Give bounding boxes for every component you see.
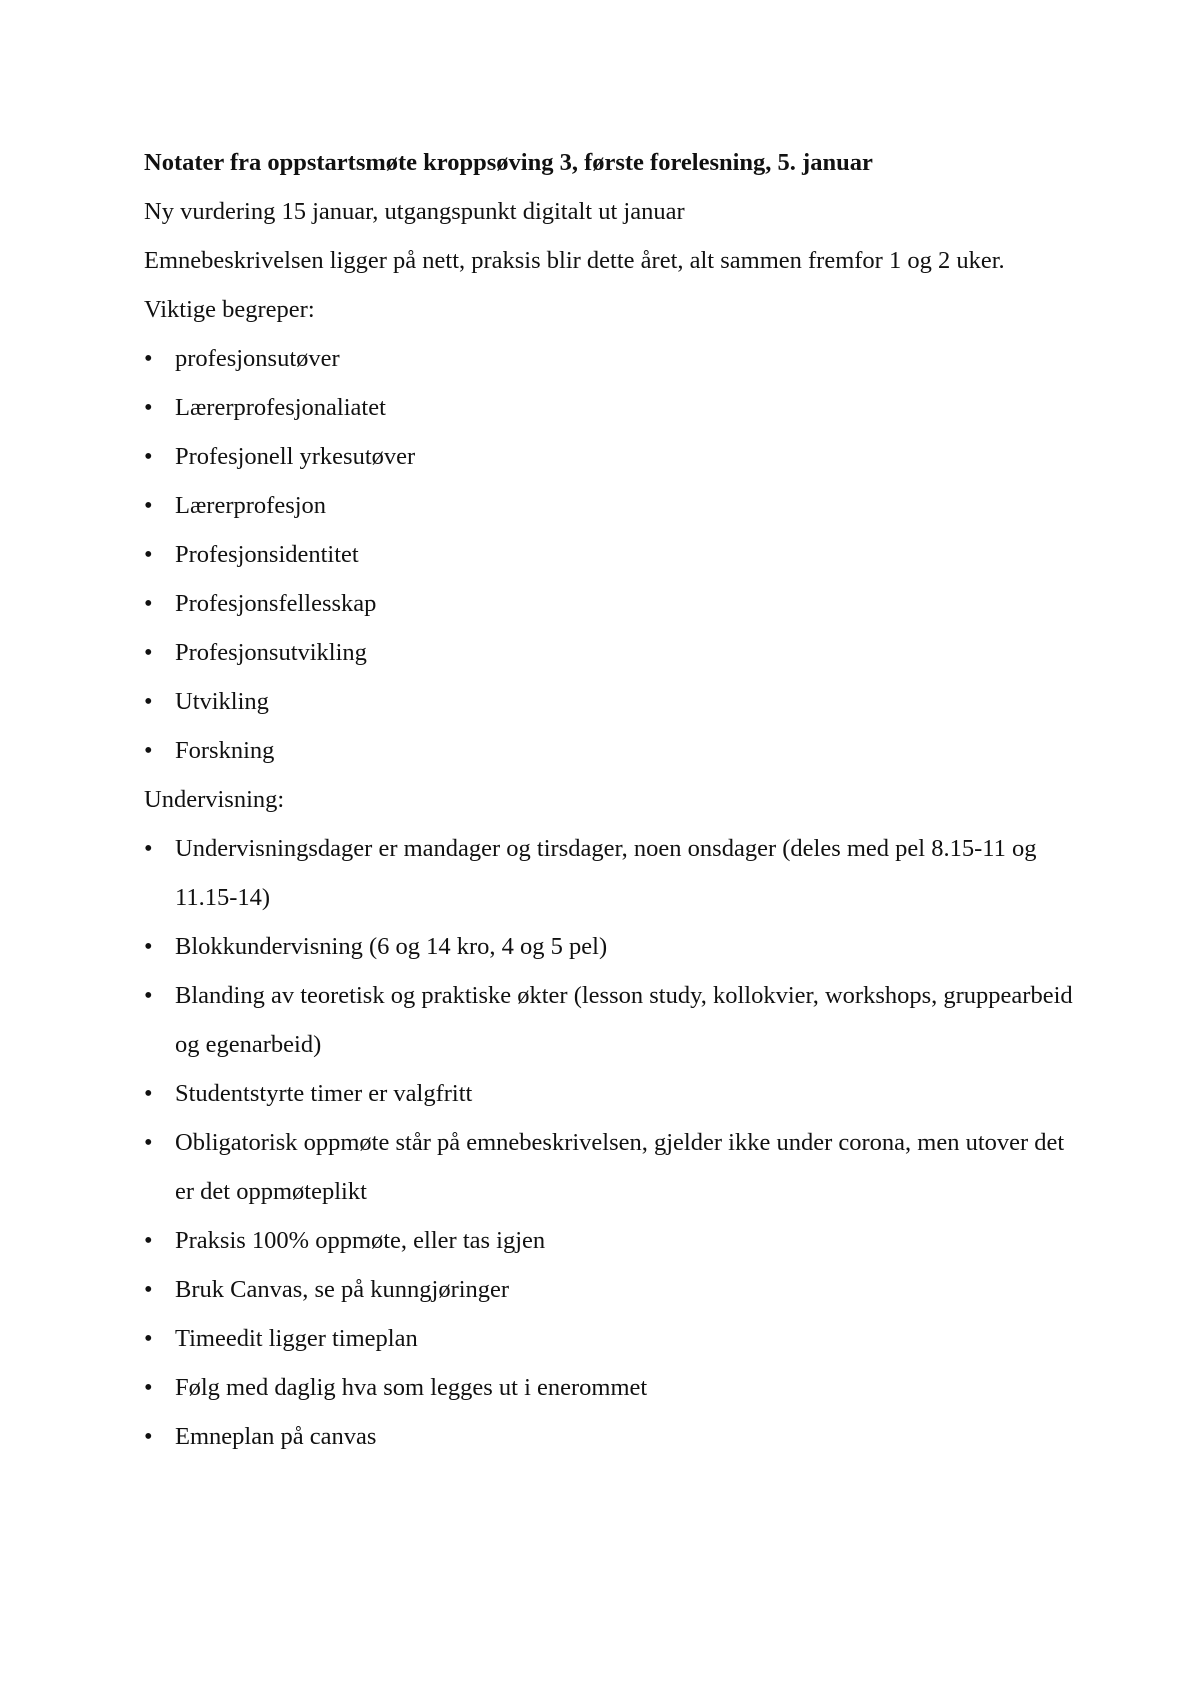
list-item: • Praksis 100% oppmøte, eller tas igjen	[144, 1216, 1074, 1265]
list-item: • Profesjonsutvikling	[144, 628, 1074, 677]
list-item: • Følg med daglig hva som legges ut i enerommet	[144, 1363, 1074, 1412]
list-item: • Bruk Canvas, se på kunngjøringer	[144, 1265, 1074, 1314]
bullet-icon: •	[144, 443, 153, 470]
teaching-list	[144, 824, 1074, 1461]
bullet-icon: •	[144, 1080, 153, 1107]
document-body	[144, 138, 1074, 1461]
concepts-heading: Viktige begreper:	[144, 296, 315, 323]
list-item: • Obligatorisk oppmøte står på emnebeskrivelsen, gjelder ikke under corona, men utover det er det oppmøteplikt	[144, 1118, 1074, 1216]
list-item: • Blokkundervisning (6 og 14 kro, 4 og 5 pel)	[144, 922, 1074, 971]
list-item: • Undervisningsdager er mandager og tirsdager, noen onsdager (deles med pel 8.15-11 og 11.15-14)	[144, 824, 1074, 922]
list-item: • Studentstyrte timer er valgfritt	[144, 1069, 1074, 1118]
bullet-icon: •	[144, 1227, 153, 1254]
list-item: • Blanding av teoretisk og praktiske økter (lesson study, kollokvier, workshops, gruppearbeid og egenarbeid)	[144, 971, 1074, 1069]
bullet-icon: •	[144, 688, 153, 715]
bullet-icon: •	[144, 982, 153, 1009]
list-item: • Profesjonsidentitet	[144, 530, 1074, 579]
bullet-icon: •	[144, 345, 153, 372]
list-item: • Profesjonell yrkesutøver	[144, 432, 1074, 481]
bullet-icon: •	[144, 1374, 153, 1401]
bullet-icon: •	[144, 590, 153, 617]
list-item: • Forskning	[144, 726, 1074, 775]
concepts-list	[144, 334, 1074, 775]
bullet-icon: •	[144, 394, 153, 421]
paragraph-assessment: Ny vurdering 15 januar, utgangspunkt digitalt ut januar	[144, 198, 685, 225]
bullet-icon: •	[144, 933, 153, 960]
bullet-icon: •	[144, 1423, 153, 1450]
list-item: • Lærerprofesjon	[144, 481, 1074, 530]
list-item: • Utvikling	[144, 677, 1074, 726]
list-item: • Profesjonsfellesskap	[144, 579, 1074, 628]
bullet-icon: •	[144, 541, 153, 568]
list-item: • Emneplan på canvas	[144, 1412, 1074, 1461]
document-title: Notater fra oppstartsmøte kroppsøving 3, første forelesning, 5. januar	[144, 149, 873, 176]
list-item: • profesjonsutøver	[144, 334, 1074, 383]
bullet-icon: •	[144, 835, 153, 862]
bullet-icon: •	[144, 639, 153, 666]
list-item: • Timeedit ligger timeplan	[144, 1314, 1074, 1363]
bullet-icon: •	[144, 1129, 153, 1156]
bullet-icon: •	[144, 1276, 153, 1303]
list-item: • Lærerprofesjonaliatet	[144, 383, 1074, 432]
teaching-heading: Undervisning:	[144, 786, 285, 813]
bullet-icon: •	[144, 492, 153, 519]
bullet-icon: •	[144, 1325, 153, 1352]
paragraph-course-description: Emnebeskrivelsen ligger på nett, praksis blir dette året, alt sammen fremfor 1 og 2 uker.	[144, 247, 1005, 274]
bullet-icon: •	[144, 737, 153, 764]
